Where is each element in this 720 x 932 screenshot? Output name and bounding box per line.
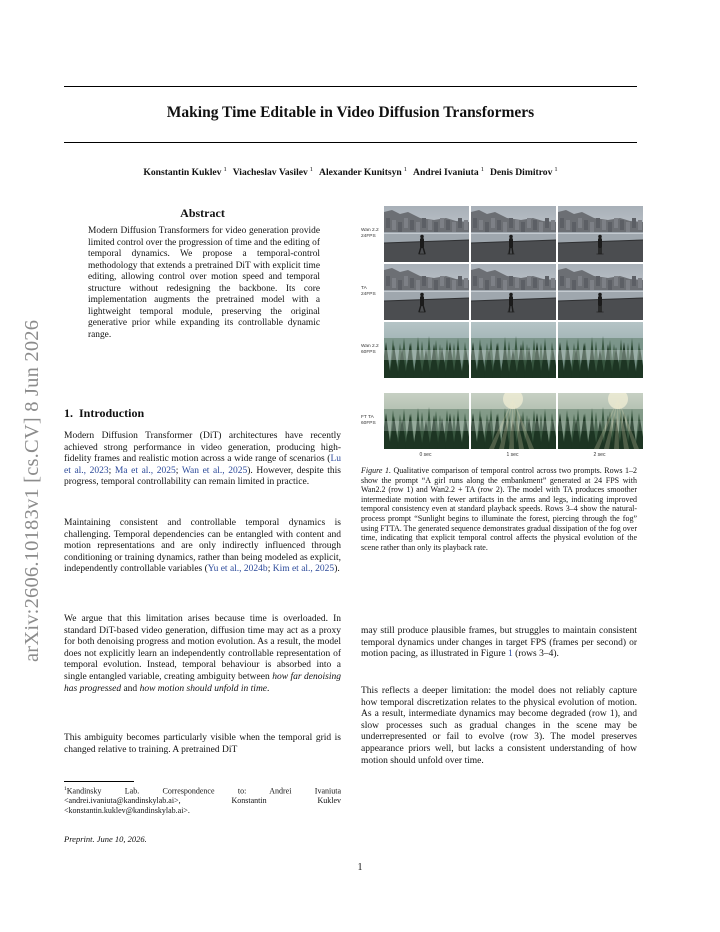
author-name bbox=[233, 167, 313, 178]
citation-link[interactable]: Wan et al., 2025 bbox=[181, 465, 248, 476]
text-run: Modern Diffusion Transformer (DiT) architectures have recently achieved strong performance in video generation, producing high-fidelity frames and realistic motion across a wide range of scenarios ( bbox=[64, 431, 341, 465]
citation-link[interactable]: Lu et al., 2023 bbox=[64, 454, 341, 476]
video-frame bbox=[384, 393, 469, 449]
video-frame bbox=[471, 322, 556, 378]
footnote-mark: 1 bbox=[64, 786, 67, 792]
video-frame bbox=[471, 264, 556, 320]
figure-1-caption bbox=[361, 466, 637, 552]
text-run: may still produce plausible frames, but struggles to maintain consistent temporal dynamics under changes in target FPS (frames per second) or motion pacing, as illustrated in Figure bbox=[361, 626, 637, 660]
author-name bbox=[319, 167, 407, 178]
frame-image bbox=[471, 322, 556, 378]
author-text: Andrei Ivaniuta bbox=[413, 167, 479, 179]
row-label-model: FT TA bbox=[361, 415, 374, 420]
row-label-fps: 24FPS bbox=[361, 292, 376, 297]
row-label-fps: 24FPS bbox=[361, 234, 376, 239]
footnote-text: Kandinsky Lab. Correspondence to: Andrei Ivaniuta <andrei.ivaniuta@kandinskylab.ai>, Konstantin Kuklev <konstantin.kuklev@kandinskylab.ai>. bbox=[64, 786, 341, 816]
footnote bbox=[64, 785, 341, 816]
row-label-model: Wan 2.2 bbox=[361, 344, 379, 349]
emphasis: how far denoising has progressed bbox=[64, 671, 341, 694]
frame-image bbox=[471, 393, 556, 449]
video-frame bbox=[384, 322, 469, 378]
text-run: This reflects a deeper limitation: the model does not reliably capture how temporal discretization relates to the physical evolution of motion. As a result, intermediate dynamics may become degraded (row 1), and slow processes such as gradual changes in the scene may be underrepresented or fail to evolve (row 3). The model preserves appearance priors well, but lacks a consistent understanding of how motion should unfold over time. bbox=[361, 686, 637, 766]
footnote-rule bbox=[64, 781, 134, 782]
video-frame bbox=[384, 264, 469, 320]
text-run: This ambiguity becomes particularly visible when the temporal grid is changed relative to training. A pretrained DiT bbox=[64, 733, 341, 755]
text-run: (rows 3–4). bbox=[512, 649, 559, 660]
frame-image bbox=[384, 393, 469, 449]
affiliation-mark: 1 bbox=[309, 166, 314, 173]
text-run: ). bbox=[334, 564, 340, 575]
right-paragraph-1 bbox=[361, 626, 637, 661]
arxiv-stamp-text: arXiv:2606.10183v1 [cs.CV] 8 Jun 2026 bbox=[21, 319, 43, 662]
frame-image bbox=[558, 264, 643, 320]
video-frame bbox=[471, 206, 556, 262]
section-number: 1. bbox=[64, 406, 73, 420]
figure-ref-link[interactable]: 1 bbox=[507, 649, 513, 660]
text-run: ; bbox=[175, 465, 182, 476]
intro-paragraph-4 bbox=[64, 733, 341, 756]
intro-paragraph-2 bbox=[64, 518, 341, 576]
video-frame bbox=[558, 206, 643, 262]
page-number: 1 bbox=[357, 862, 363, 873]
affiliation-mark: 1 bbox=[403, 166, 408, 173]
citation-link[interactable]: Yu et al., 2024b bbox=[207, 564, 268, 575]
caption-text: Qualitative comparison of temporal control across two prompts. Rows 1–2 show the prompt “A girl runs along the embankment” generated at 24 FPS with Wan2.2 (row 1) and Wan2.2 + TA (row 2). The model with TA produces smoother intermediate motion with fewer artifacts in the arms and legs, indicating improved temporal consistency even at standard playback speeds. Rows 3–4 show the natural-process prompt “Sunlight begins to illuminate the forest, piercing through the fog” using FTTA. The generated sequence demonstrates gradual dissipation of the fog over time, indicating that explicit temporal control affects the physical evolution of the scene rather than only its playback rate. bbox=[361, 466, 637, 552]
arxiv-stamp bbox=[21, 262, 41, 662]
row-label-fps: 60FPS bbox=[361, 421, 376, 426]
author-list bbox=[64, 166, 637, 178]
text-run: We argue that this limitation arises because time is overloaded. In standard DiT-based video generation, diffusion time may act as a proxy for both denoising progress and motion evolution. As a result, the model does not explicitly learn an independently controllable representation of temporal evolution. Instead, temporal behaviour is absorbed into a single entangled variable, creating ambiguity between bbox=[64, 614, 341, 682]
affiliation-mark: 1 bbox=[223, 166, 227, 173]
frame-image bbox=[558, 322, 643, 378]
right-paragraph-2 bbox=[361, 686, 637, 767]
affiliation-mark: 1 bbox=[480, 166, 484, 173]
section-title: Introduction bbox=[79, 406, 145, 420]
author-text: Alexander Kunitsyn bbox=[319, 167, 402, 179]
figure-row-label bbox=[361, 286, 385, 298]
text-run: ; bbox=[267, 564, 273, 575]
intro-paragraph-1 bbox=[64, 431, 341, 489]
intro-paragraph-3 bbox=[64, 614, 341, 695]
video-frame bbox=[471, 393, 556, 449]
author-name bbox=[413, 167, 484, 178]
video-frame bbox=[558, 264, 643, 320]
author-text: Viacheslav Vasilev bbox=[232, 167, 308, 179]
text-run: . bbox=[267, 683, 270, 694]
time-tick-label: 2 sec bbox=[593, 452, 606, 458]
video-frame bbox=[558, 393, 643, 449]
frame-image bbox=[384, 264, 469, 320]
time-tick-label: 1 sec bbox=[506, 452, 519, 458]
paper-title: Making Time Editable in Video Diffusion Transformers bbox=[166, 104, 535, 121]
frame-image bbox=[471, 264, 556, 320]
figure-1 bbox=[361, 204, 637, 460]
preprint-note: Preprint. June 10, 2026. bbox=[64, 834, 147, 844]
citation-link[interactable]: Ma et al., 2025 bbox=[114, 465, 176, 476]
title-bottom-rule bbox=[64, 142, 637, 143]
row-label-model: TA bbox=[361, 286, 367, 291]
text-run: ). However, despite this progress, temporal controllability can remain limited in practice. bbox=[64, 465, 341, 488]
author-name bbox=[490, 167, 558, 178]
text-run: and bbox=[121, 683, 140, 694]
figure-row-label bbox=[361, 344, 385, 356]
citation-link[interactable]: Kim et al., 2025 bbox=[272, 564, 335, 575]
frame-image bbox=[471, 206, 556, 262]
frame-image bbox=[384, 322, 469, 378]
author-name bbox=[143, 167, 226, 178]
abstract-paragraph: Modern Diffusion Transformers for video generation provide limited control over the progression of time and the editing of temporal dynamics. We propose a temporal-control methodology that extends a pretrained DiT with explicit time editing, allowing control over motion speed and temporal structure without redesigning the backbone. Its core implementation augments the pretrained model with a lightweight temporal module, preserving the original generative prior while expanding its controllable dynamic range. bbox=[88, 226, 320, 340]
video-frame bbox=[384, 206, 469, 262]
row-label-fps: 60FPS bbox=[361, 350, 376, 355]
affiliation-mark: 1 bbox=[554, 166, 558, 173]
section-heading-introduction bbox=[64, 406, 150, 421]
title-top-rule bbox=[64, 86, 637, 87]
author-text: Konstantin Kuklev bbox=[143, 167, 222, 179]
frame-image bbox=[558, 206, 643, 262]
video-frame bbox=[558, 322, 643, 378]
text-run: Maintaining consistent and controllable temporal dynamics is challenging. Temporal dependencies can be entangled with content and motion representations and are only indirectly influenced through conditioning or training dynamics, rather than being modeled as explicit, independently controllable variables ( bbox=[64, 518, 341, 575]
row-label-model: Wan 2.2 bbox=[361, 228, 379, 233]
caption-label: Figure 1. bbox=[361, 466, 391, 475]
figure-row-label bbox=[361, 228, 385, 240]
frame-image bbox=[384, 206, 469, 262]
emphasis: how motion should unfold in time bbox=[139, 683, 268, 694]
time-tick-label: 0 sec bbox=[419, 452, 432, 458]
text-run: ; bbox=[108, 465, 115, 476]
author-text: Denis Dimitrov bbox=[489, 167, 553, 179]
frame-image bbox=[558, 393, 643, 449]
abstract-body bbox=[88, 226, 320, 341]
abstract-heading: Abstract bbox=[180, 206, 225, 220]
figure-row-label bbox=[361, 415, 385, 427]
